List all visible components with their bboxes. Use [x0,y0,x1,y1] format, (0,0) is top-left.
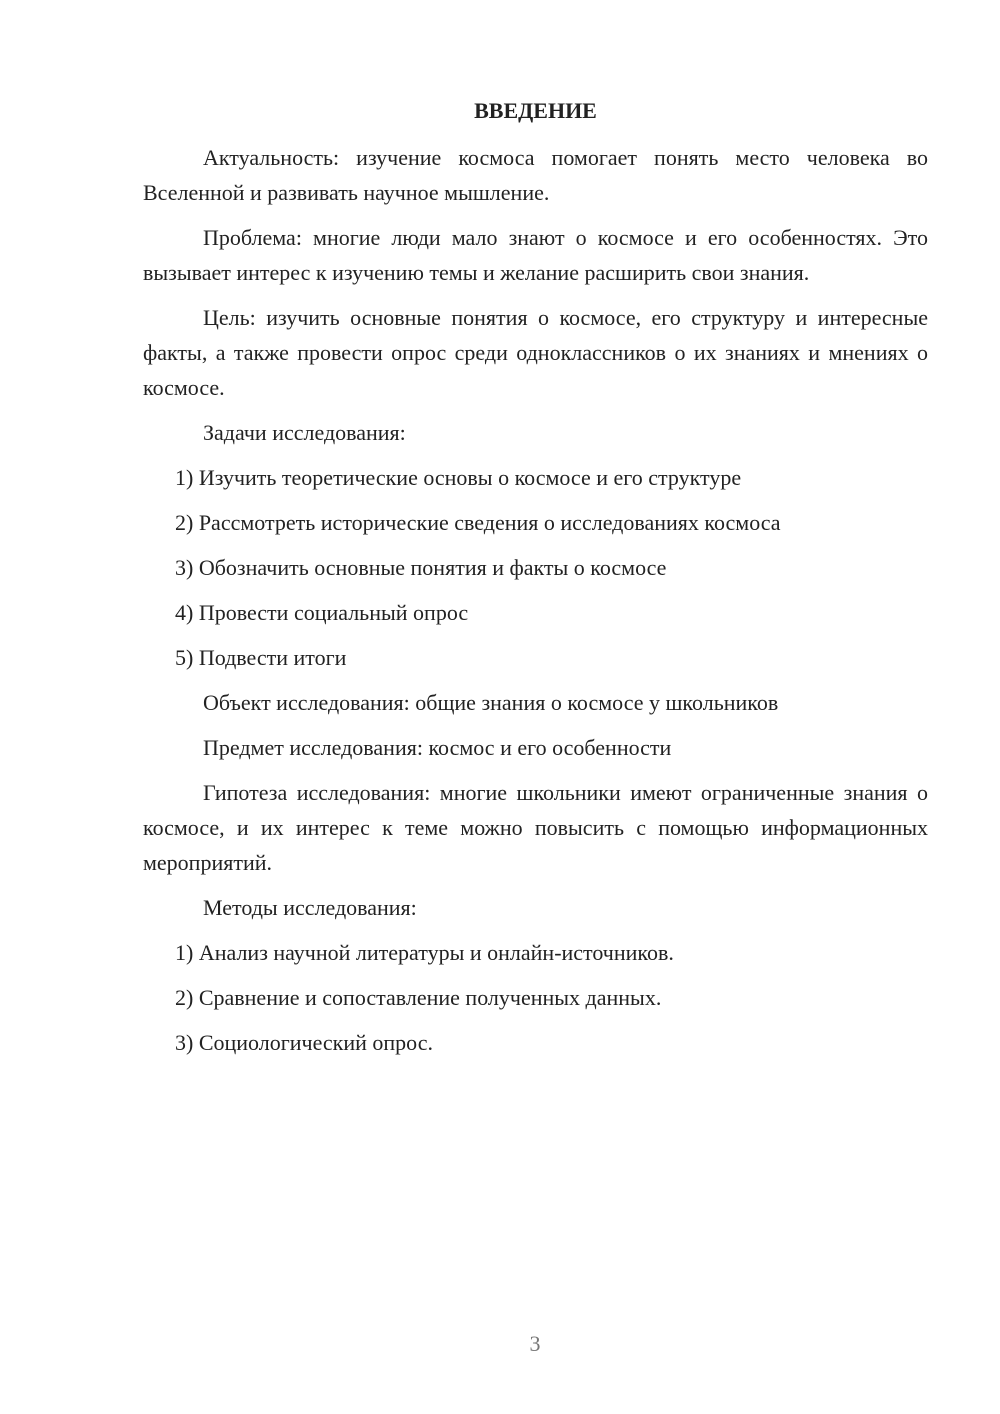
task-item: 4) Провести социальный опрос [175,600,469,625]
method-item: 1) Анализ научной литературы и онлайн-источников. [175,940,674,965]
research-object: Объект исследования: общие знания о космосе у школьников [203,690,779,715]
relevance-paragraph: Актуальность: изучение космоса помогает понять место человека во Вселенной и развивать научное мышление. [143,145,928,205]
method-item: 2) Сравнение и сопоставление полученных данных. [175,985,662,1010]
tasks-heading: Задачи исследования: [203,420,406,445]
tasks-list [143,460,928,675]
goal-paragraph: Цель: изучить основные понятия о космосе, его структуру и интересные факты, а также провести опрос среди одноклассников о их знаниях и мнениях о космосе. [143,305,928,400]
page-title: ВВЕДЕНИЕ [474,98,597,123]
method-item: 3) Социологический опрос. [175,1030,433,1055]
task-item: 1) Изучить теоретические основы о космосе и его структуре [175,465,742,490]
task-item: 3) Обозначить основные понятия и факты о космосе [175,555,667,580]
task-item: 2) Рассмотреть исторические сведения о исследованиях космоса [175,510,781,535]
page-content [143,96,928,1070]
problem-paragraph: Проблема: многие люди мало знают о космосе и его особенностях. Это вызывает интерес к изучению темы и желание расширить свои знания. [143,225,928,285]
hypothesis-paragraph: Гипотеза исследования: многие школьники имеют ограниченные знания о космосе, и их интерес к теме можно повысить с помощью информационных мероприятий. [143,780,928,875]
task-item: 5) Подвести итоги [175,645,347,670]
page-number: 3 [529,1331,541,1356]
methods-heading: Методы исследования: [203,895,417,920]
methods-list [143,935,928,1060]
research-subject: Предмет исследования: космос и его особенности [203,735,672,760]
